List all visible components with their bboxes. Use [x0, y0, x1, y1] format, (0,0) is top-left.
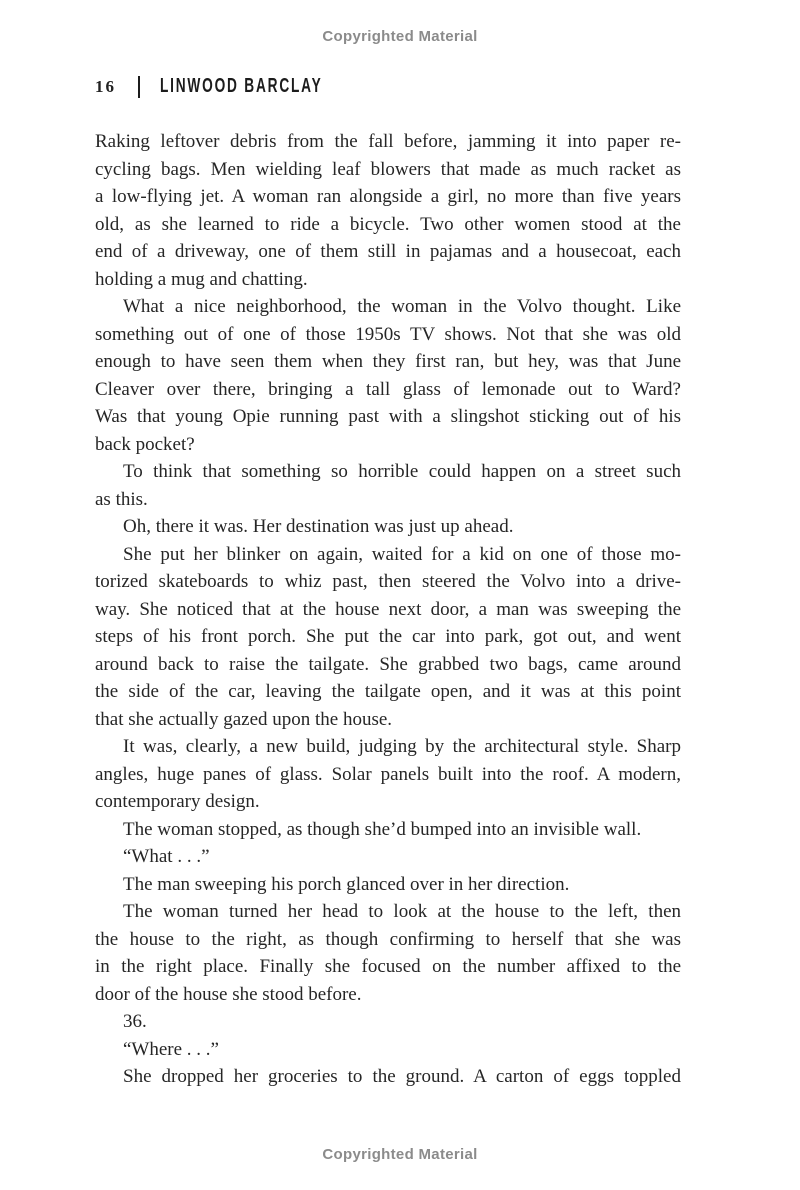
paragraph: [95, 128, 681, 293]
text-line: cycling bags. Men wielding leaf blowers that made as much racket as: [95, 158, 681, 180]
text-line: Was that young Opie running past with a slingshot sticking out of his: [95, 406, 681, 427]
page-number: 16: [95, 77, 116, 96]
text-line: door of the house she stood before.: [95, 983, 362, 1005]
text-line: The man sweeping his porch glanced over in her direction.: [123, 873, 570, 895]
text-line: Cleaver over there, bringing a tall glass of lemonade out to Ward?: [95, 378, 681, 400]
text-line: in the right place. Finally she focused on the number affixed to the: [95, 956, 681, 977]
text-line: angles, huge panes of glass. Solar panels built into the roof. A modern,: [95, 763, 681, 785]
text-line: steps of his front porch. She put the car into park, got out, and went: [95, 626, 681, 647]
paragraph: [95, 1008, 681, 1036]
paragraph: [95, 871, 681, 899]
text-line: old, as she learned to ride a bicycle. Two other women stood at the: [95, 213, 681, 235]
text-line: Oh, there it was. Her destination was just up ahead.: [123, 516, 514, 537]
text-line: something out of one of those 1950s TV shows. Not that she was old: [95, 323, 681, 345]
page-text-block: [95, 128, 681, 1091]
text-line: “Where . . .”: [123, 1038, 219, 1060]
paragraph: [95, 293, 681, 458]
text-line: back pocket?: [95, 433, 195, 455]
text-line: “What . . .”: [123, 846, 210, 867]
text-line: that she actually gazed upon the house.: [95, 708, 393, 730]
text-line: To think that something so horrible could happen on a street such: [123, 461, 681, 482]
text-line: Raking leftover debris from the fall before, jamming it into paper re-: [95, 131, 681, 152]
text-line: She put her blinker on again, waited for a kid on one of those mo-: [123, 543, 681, 565]
text-line: The woman turned her head to look at the house to the left, then: [123, 901, 681, 922]
copyright-notice-top: Copyrighted Material: [322, 28, 478, 45]
paragraph: [95, 1036, 681, 1064]
text-line: end of a driveway, one of them still in pajamas and a housecoat, each: [95, 241, 681, 262]
text-line: The woman stopped, as though she’d bumped into an invisible wall.: [123, 818, 642, 840]
text-line: holding a mug and chatting.: [95, 268, 308, 290]
text-line: around back to raise the tailgate. She grabbed two bags, came around: [95, 653, 681, 675]
paragraph: [95, 898, 681, 1008]
text-line: the house to the right, as though confirming to herself that she was: [95, 928, 681, 950]
paragraph: [95, 513, 681, 541]
header-divider-rule: [138, 76, 140, 98]
paragraph: [95, 458, 681, 513]
copyright-notice-bottom: Copyrighted Material: [322, 1146, 478, 1163]
text-line: the side of the car, leaving the tailgate open, and it was at this point: [95, 681, 681, 702]
paragraph: [95, 843, 681, 871]
text-line: She dropped her groceries to the ground. A carton of eggs toppled: [123, 1066, 681, 1087]
text-line: enough to have seen them when they first ran, but hey, was that June: [95, 351, 681, 372]
text-line: contemporary design.: [95, 791, 260, 812]
running-head-author: LINWOOD BARCLAY: [160, 75, 323, 98]
paragraph: [95, 816, 681, 844]
text-line: way. She noticed that at the house next door, a man was sweeping the: [95, 598, 681, 620]
text-line: 36.: [123, 1011, 147, 1032]
text-line: as this.: [95, 488, 148, 510]
paragraph: [95, 541, 681, 734]
text-line: torized skateboards to whiz past, then steered the Volvo into a drive-: [95, 571, 681, 592]
text-line: It was, clearly, a new build, judging by the architectural style. Sharp: [123, 736, 681, 757]
paragraph: [95, 733, 681, 816]
running-head: [95, 74, 386, 100]
text-line: a low-flying jet. A woman ran alongside a girl, no more than five years: [95, 186, 681, 207]
text-line: What a nice neighborhood, the woman in the Volvo thought. Like: [123, 296, 681, 317]
paragraph: [95, 1063, 681, 1091]
